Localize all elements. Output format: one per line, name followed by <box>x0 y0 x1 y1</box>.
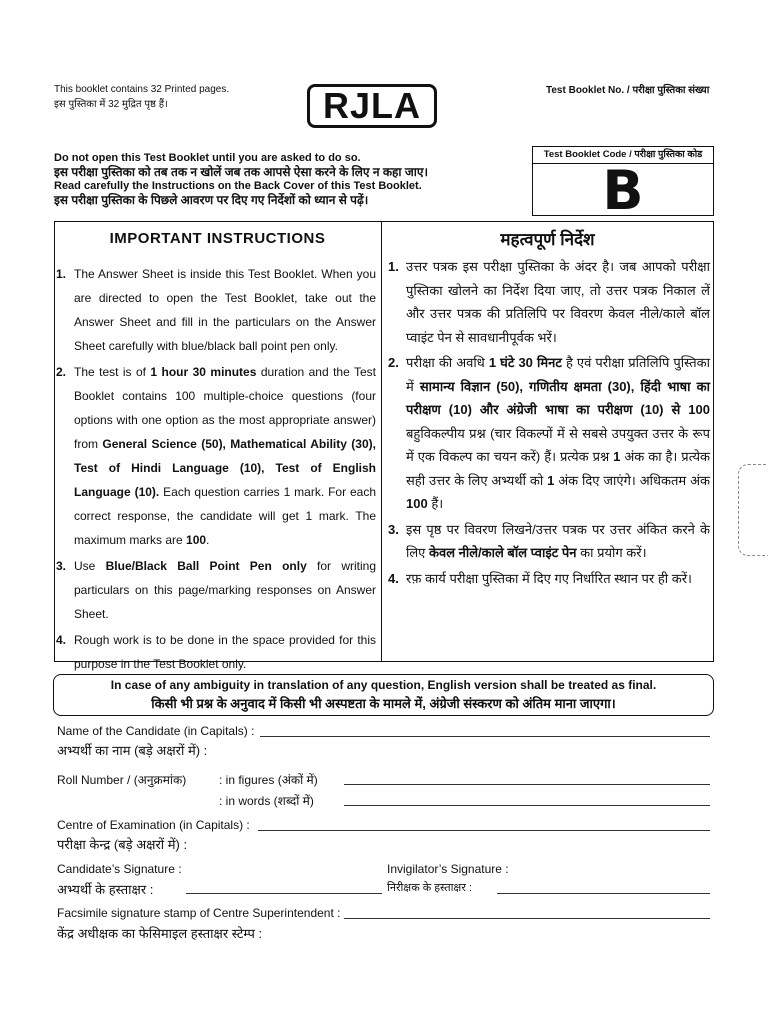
booklet-code-letter: B <box>602 159 644 222</box>
warning-open-en: Do not open this Test Booklet until you are asked to do so. <box>54 152 361 164</box>
page-count <box>54 82 229 112</box>
stamp-field[interactable] <box>344 918 710 919</box>
page-count-hi: इस पुस्तिका में 32 मुद्रित पृष्ठ हैं। <box>54 99 168 110</box>
warning-read-hi: इस परीक्षा पुस्तिका के पिछले आवरण पर दिए गए निर्देशों को ध्यान से पढ़ें। <box>54 193 369 207</box>
centre-label-hi: परीक्षा केन्द्र (बड़े अक्षरों में) : <box>57 837 188 852</box>
test-booklet-number-label: Test Booklet No. / परीक्षा पुस्तिका संख्या <box>546 85 710 96</box>
instruction-hi-1: 1. उत्तर पत्रक इस परीक्षा पुस्तिका के अंदर है। जब आपको परीक्षा पुस्तिका खोलने का निर्देश दिया जाए, तो उत्तर पत्रक निकाल लें और उत्तर पत्रक की प्रतिलिपि पर विवरण केवल नीले/काले बॉल प्वाइंट पेन से सावधानीपूर्वक भरें। <box>388 259 710 345</box>
invigilator-signature-field[interactable] <box>497 893 710 894</box>
ambiguity-note-hi: किसी भी प्रश्न के अनुवाद में किसी भी अस्पष्टता के मामले में, अंग्रेजी संस्करण को अंतिम माना जाएगा। <box>151 696 616 711</box>
candidate-signature-label-hi: अभ्यर्थी के हस्ताक्षर : <box>57 882 154 897</box>
instructions-heading-en: IMPORTANT INSTRUCTIONS <box>109 230 326 247</box>
candidate-name-label: Name of the Candidate (in Capitals) : <box>57 724 255 738</box>
roll-figures-label: : in figures (अंकों में) <box>219 773 318 787</box>
instruction-hi-4: 4. रफ़ कार्य परीक्षा पुस्तिका में दिए गए निर्धारित स्थान पर ही करें। <box>388 570 692 586</box>
instruction-en-3: 3. Use Blue/Black Ball Point Pen only for writing particulars on this page/marking responses on Answer Sheet. <box>56 559 376 621</box>
invigilator-signature-label: Invigilator’s Signature : <box>387 862 509 876</box>
roll-words-label: : in words (शब्दों में) <box>219 794 314 808</box>
roll-number-label: Roll Number / (अनुक्रमांक) <box>57 773 187 787</box>
candidate-name-label-hi: अभ्यर्थी का नाम (बड़े अक्षरों में) : <box>57 743 208 758</box>
instructions-list-en <box>56 262 376 676</box>
instruction-hi-3: 3. इस पृष्ठ पर विवरण लिखने/उत्तर पत्रक पर उत्तर अंकित करने के लिए केवल नीले/काले बॉल प्वाइंट पेन का प्रयोग करें। <box>388 521 710 560</box>
centre-field[interactable] <box>258 830 710 831</box>
invigilator-signature-label-hi: निरीक्षक के हस्ताक्षर : <box>387 882 472 894</box>
warnings <box>54 151 428 207</box>
stamp-label: Facsimile signature stamp of Centre Superintendent : <box>57 906 341 920</box>
candidate-signature-label: Candidate’s Signature : <box>57 862 182 876</box>
instruction-en-1: 1. The Answer Sheet is inside this Test Booklet. When you are directed to open the Test Booklet, take out the Answer Sheet and fill in the particulars on the Answer Sheet carefully with blue/black ball point pen only. <box>56 267 376 353</box>
booklet-code-label: Test Booklet Code / परीक्षा पुस्तिका कोड <box>533 147 713 164</box>
instruction-en-4: 4. Rough work is to be done in the space provided for this purpose in the Test Booklet only. <box>56 633 376 671</box>
ambiguity-note-en: In case of any ambiguity in translation of any question, English version shall be treated as final. <box>110 678 657 692</box>
warning-read-en: Read carefully the Instructions on the Back Cover of this Test Booklet. <box>54 180 422 192</box>
instruction-en-2: 2. The test is of 1 hour 30 minutes duration and the Test Booklet contains 100 multiple-choice questions (four options with one option as the most appropriate answer) from General Science (50), Mathematical Ability (30), Test of Hindi Language (10), Test of English Language (10). Each question carries 1 mark. For each correct response, the candidate will get 1 mark. The maximum marks are 100. <box>56 365 376 547</box>
booklet-code-box <box>532 146 714 222</box>
candidate-signature-field[interactable] <box>186 893 382 894</box>
instruction-hi-2: 2. परीक्षा की अवधि 1 घंटे 30 मिनट है एवं परीक्षा प्रतिलिपि पुस्तिका में सामान्य विज्ञान (50), गणितीय क्षमता (30), हिंदी भाषा का परीक्षण (10) और अंग्रेजी भाषा का परीक्षण (10) से 100 बहुविकल्पीय प्रश्न (चार विकल्पों में से सबसे उपयुक्त उत्तर के रूप में एक विकल्प का चयन करें) हैं। प्रत्येक प्रश्न 1 अंक का है। प्रत्येक सही उत्तर के लिए अभ्यर्थी को 1 अंक दिए जाएंगे। अधिकतम अंक 100 हैं। <box>388 355 710 511</box>
page-count-en: This booklet contains 32 Printed pages. <box>54 84 230 95</box>
column-divider <box>381 221 382 662</box>
instructions-heading-hi: महत्वपूर्ण निर्देश <box>500 230 595 249</box>
centre-label: Centre of Examination (in Capitals) : <box>57 818 250 832</box>
candidate-name-field[interactable] <box>260 736 710 737</box>
warning-open-hi: इस परीक्षा पुस्तिका को तब तक न खोलें जब तक आपसे ऐसा करने के लिए न कहा जाए। <box>54 165 429 179</box>
side-registration-mark <box>738 464 768 556</box>
roll-words-field[interactable] <box>344 805 710 806</box>
stamp-label-hi: केंद्र अधीक्षक का फेसिमाइल हस्ताक्षर स्टेम्प : <box>57 926 263 941</box>
instructions-list-hi <box>388 255 710 590</box>
exam-logo: RJLA <box>307 84 437 128</box>
ambiguity-note <box>53 674 714 716</box>
roll-figures-field[interactable] <box>344 784 710 785</box>
